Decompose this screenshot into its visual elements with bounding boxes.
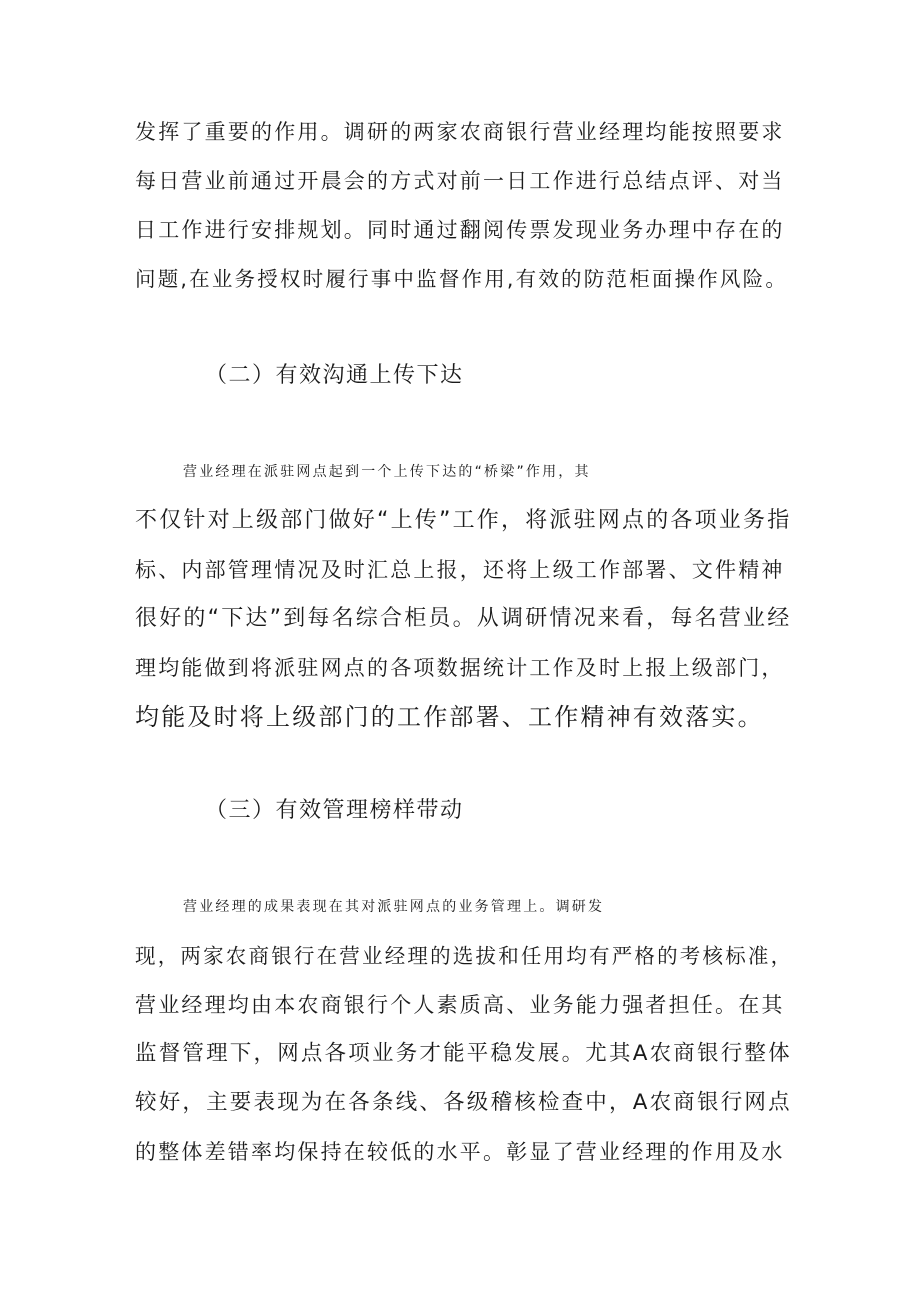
paragraph-1-line-4: 问题,在业务授权时履行事中监督作用,有效的防范柜面操作风险。 bbox=[135, 267, 789, 291]
paragraph-1-line-3: 日工作进行安排规划。同时通过翻阅传票发现业务办理中存在的 bbox=[135, 218, 785, 242]
paragraph-1-line-2: 每日营业前通过开晨会的方式对前一日工作进行总结点评、对当 bbox=[135, 169, 785, 193]
paragraph-3-line-5: 较好，主要表现为在各条线、各级稽核检查中，A农商银行网点 bbox=[135, 1090, 792, 1115]
section-heading-2: （二）有效沟通上传下达 bbox=[205, 363, 464, 388]
section-heading-3: （三）有效管理榜样带动 bbox=[205, 798, 464, 823]
paragraph-2-line-2: 不仅针对上级部门做好“上传”工作，将派驻网点的各项业务指 bbox=[135, 508, 792, 533]
paragraph-2-line-5: 理均能做到将派驻网点的各项数据统计工作及时上报上级部门， bbox=[135, 656, 785, 680]
paragraph-3-line-6: 的整体差错率均保持在较低的水平。彰显了营业经理的作用及水 bbox=[135, 1140, 785, 1164]
paragraph-3-line-3: 营业经理均由本农商银行个人素质高、业务能力强者担任。在其 bbox=[135, 993, 785, 1017]
paragraph-2-line-4: 很好的“下达”到每名综合柜员。从调研情况来看，每名营业经 bbox=[135, 606, 792, 631]
paragraph-3-line-4: 监督管理下，网点各项业务才能平稳发展。尤其A农商银行整体 bbox=[135, 1041, 792, 1066]
paragraph-2-line-6: 均能及时将上级部门的工作部署、工作精神有效落实。 bbox=[135, 703, 764, 731]
paragraph-2-line-1: 营业经理在派驻网点起到一个上传下达的“桥梁”作用，其 bbox=[183, 464, 591, 480]
paragraph-3-line-2: 现，两家农商银行在营业经理的选拔和任用均有严格的考核标准， bbox=[135, 944, 794, 968]
paragraph-2-line-3: 标、内部管理情况及时汇总上报，还将上级工作部署、文件精神 bbox=[135, 558, 785, 582]
paragraph-3-line-1: 营业经理的成果表现在其对派驻网点的业务管理上。调研发 bbox=[183, 899, 605, 915]
paragraph-1-line-1: 发挥了重要的作用。调研的两家农商银行营业经理均能按照要求 bbox=[135, 120, 785, 144]
